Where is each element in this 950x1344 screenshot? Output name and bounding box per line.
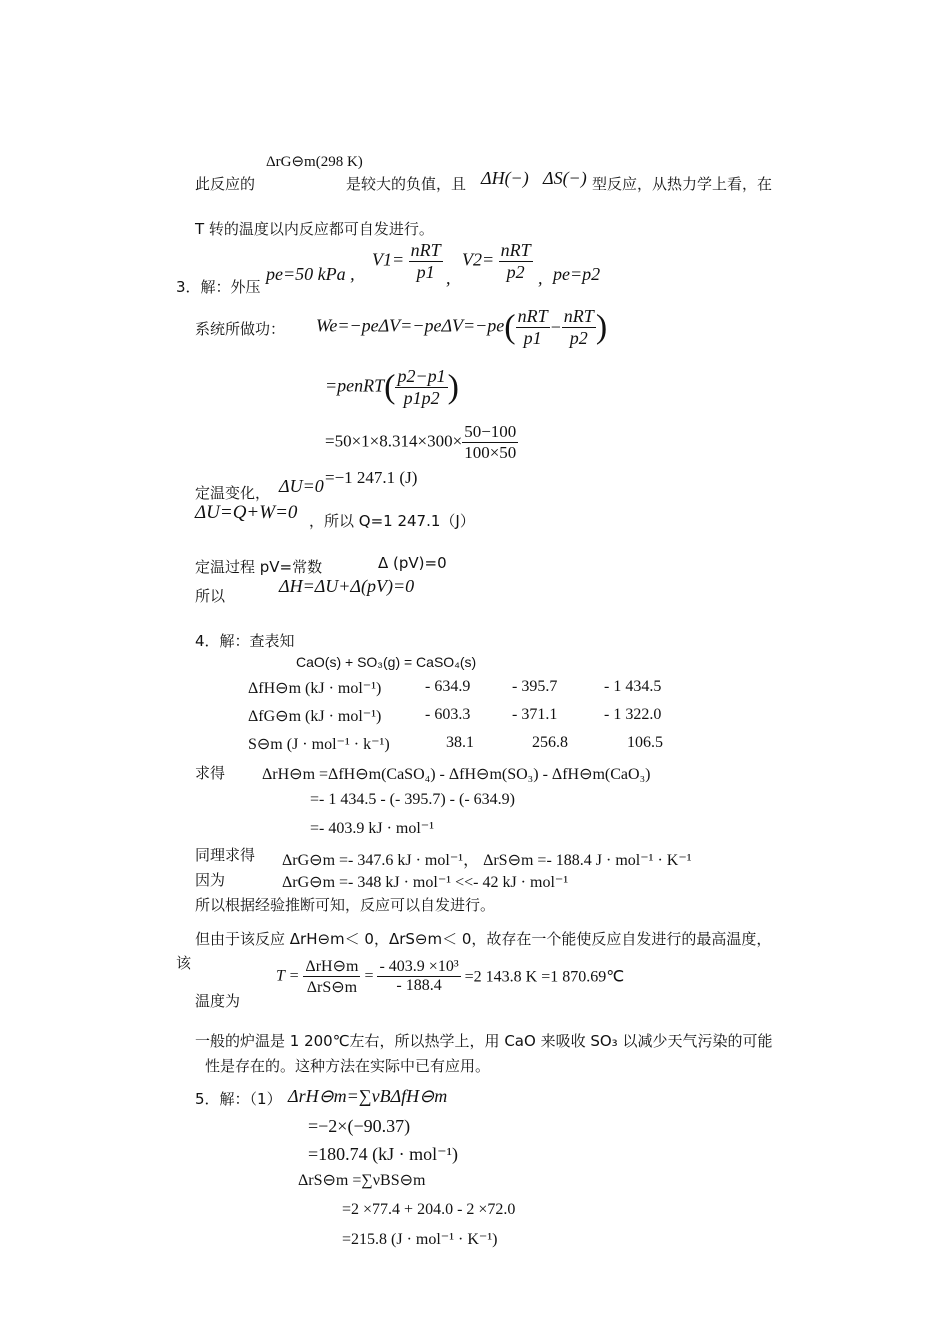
q5-line-4: ΔrS⊖m =∑νBS⊖m xyxy=(298,1172,426,1189)
iso-label: 定温变化， xyxy=(195,484,271,502)
q4-label: 4．解：查表知 xyxy=(195,632,295,650)
table-cell: - 603.3 xyxy=(425,706,471,723)
work-step2: =penRT( $\frac{p2-p1}{p1p2}$ ) xyxy=(325,366,459,408)
table-cell: 106.5 xyxy=(627,734,663,751)
v2-num: nRT xyxy=(500,240,531,260)
same-label: 同理求得 xyxy=(195,846,256,864)
work-eq: We=−peΔV=−peΔV=−pe( $\frac{\text{nRT}}{p1}$ − $\frac{\text{nRT}}{p2}$ ) xyxy=(316,306,608,348)
but-line-2: 该 xyxy=(176,954,192,972)
q5-line-1: ΔrH⊖m=∑νBΔfH⊖m xyxy=(288,1086,448,1106)
q3-v2 xyxy=(462,240,533,283)
v1-den: p1 xyxy=(416,262,435,282)
work-frac1-num: nRT xyxy=(517,306,548,326)
note-line-1: 一般的炉温是 1 200℃左右，所以热学上，用 CaO 来吸收 SO₃ 以减少天气污染的可能 xyxy=(195,1032,773,1050)
work-frac2-den: p2 xyxy=(569,328,588,348)
step3-den: 100×50 xyxy=(464,443,517,462)
table-cell: - 634.9 xyxy=(425,678,471,695)
du-eq: ΔU=Q+W=0 xyxy=(195,502,298,523)
so-label: 所以 xyxy=(195,587,226,605)
step2-den: p1p2 xyxy=(403,388,440,408)
work-step3 xyxy=(325,422,518,463)
calc-line-1: ΔrH⊖m =ΔfH⊖m(CaSO₄) - ΔfH⊖m(SO₃) - ΔfH⊖m(CaO₃) xyxy=(262,766,651,783)
t-den2: - 188.4 xyxy=(396,977,442,994)
table-row-label: ΔfH⊖m (kJ · mol⁻¹) xyxy=(248,680,382,697)
work-eq-lhs: We=−peΔV=−peΔV=−pe xyxy=(316,315,505,336)
step2-lhs: =penRT xyxy=(325,375,385,396)
v2-lhs: V2= xyxy=(462,249,495,270)
note-line-2: 性是存在的。这种方法在实际中已有应用。 xyxy=(205,1057,491,1075)
q3-pe-eq: pe=p2 xyxy=(553,264,601,284)
line1-suffix: 型反应，从热力学上看，在 xyxy=(592,175,773,193)
q5-line-6: =215.8 (J · mol⁻¹ · K⁻¹) xyxy=(342,1231,498,1248)
t-frac2 xyxy=(377,958,460,995)
table-row-label: S⊖m (J · mol⁻¹ · k⁻¹) xyxy=(248,736,390,753)
comma-1: , xyxy=(446,268,451,288)
so-q: ，所以 Q=1 247.1（J） xyxy=(309,512,475,530)
t-frac1 xyxy=(303,956,360,997)
line1-mid: 是较大的负值，且 xyxy=(346,175,467,193)
because-label: 因为 xyxy=(195,871,226,889)
step3-num: 50−100 xyxy=(464,422,517,441)
work-frac2 xyxy=(562,306,596,349)
q3-label: 3．解：外压 xyxy=(176,278,261,296)
step3-lhs: =50×1×8.314×300× xyxy=(325,431,463,451)
calc-line-2: =- 1 434.5 - (- 395.7) - (- 634.9) xyxy=(310,791,515,808)
q5-label: 5．解：（1） xyxy=(195,1090,282,1108)
temp-eq: T = $\frac{\text{ΔrH⊖m}}{\text{ΔrS⊖m}}$ = $\frac{\text{- 403.9 ×10³}}{- 188.4}$ =2 143.8 K =1 870.69℃ xyxy=(276,958,625,996)
work-frac1 xyxy=(516,306,550,349)
pv-label: 定温过程 pV=常数 xyxy=(195,558,323,576)
seek-label: 求得 xyxy=(195,764,226,782)
comma-2: , xyxy=(538,268,543,288)
same-eq: ΔrG⊖m =- 347.6 kJ · mol⁻¹， ΔrS⊖m =- 188.4 J · mol⁻¹ · K⁻¹ xyxy=(282,852,692,869)
t-lhs: T = xyxy=(276,967,300,985)
v1-frac xyxy=(409,240,443,283)
temp-label: 温度为 xyxy=(195,992,241,1010)
line2-text: T 转的温度以内反应都可自发进行。 xyxy=(195,220,434,238)
t-result: =2 143.8 K =1 870.69℃ xyxy=(464,968,625,986)
t-den1: ΔrS⊖m xyxy=(306,979,358,996)
table-cell: 38.1 xyxy=(446,734,474,751)
but-line: 但由于该反应 ΔrH⊖m＜ 0，ΔrS⊖m＜ 0，故存在一个能使反应自发进行的最高温度， xyxy=(195,930,772,948)
reaction: CaO(s) + SO₃(g) = CaSO₄(s) xyxy=(296,654,477,670)
step3-frac xyxy=(462,422,518,463)
q3-v1 xyxy=(372,240,443,283)
work-frac1-den: p1 xyxy=(523,328,542,348)
q5-line-5: =2 ×77.4 + 204.0 - 2 ×72.0 xyxy=(342,1201,516,1218)
dpv: Δ (pV)=0 xyxy=(378,554,447,572)
table-cell: - 1 434.5 xyxy=(604,678,662,695)
conclusion: 所以根据经验推断可知，反应可以自发进行。 xyxy=(195,896,496,914)
table-cell: 256.8 xyxy=(532,734,568,751)
work-frac2-num: nRT xyxy=(563,306,594,326)
t-num1: ΔrH⊖m xyxy=(305,958,359,975)
v2-den: p2 xyxy=(506,262,525,282)
q3-pe: pe=50 kPa , xyxy=(266,264,355,284)
because-eq: ΔrG⊖m =- 348 kJ · mol⁻¹ <<- 42 kJ · mol⁻¹ xyxy=(282,874,569,891)
work-label: 系统所做功： xyxy=(195,320,286,338)
step2-num: p2−p1 xyxy=(397,366,446,386)
gibbs-formula: ΔrG⊖m(298 K) xyxy=(266,154,363,170)
v2-frac xyxy=(499,240,533,283)
q5-line-3: =180.74 (kJ · mol⁻¹) xyxy=(308,1144,459,1164)
table-row-label: ΔfG⊖m (kJ · mol⁻¹) xyxy=(248,708,382,725)
table-cell: - 1 322.0 xyxy=(604,706,662,723)
table-cell: - 395.7 xyxy=(512,678,558,695)
line1-prefix: 此反应的 xyxy=(195,175,256,193)
table-cell: - 371.1 xyxy=(512,706,558,723)
calc-line-3: =- 403.9 kJ · mol⁻¹ xyxy=(310,820,435,837)
step2-frac xyxy=(395,366,447,409)
dh-sign: ΔH(−) xyxy=(481,168,529,188)
v1-lhs: V1= xyxy=(372,249,405,270)
v1-num: nRT xyxy=(410,240,441,260)
work-step4: =−1 247.1 (J) xyxy=(325,468,418,487)
ds-sign: ΔS(−) xyxy=(543,168,587,188)
du-zero: ΔU=0 xyxy=(279,476,324,496)
dh-eq: ΔH=ΔU+Δ(pV)=0 xyxy=(279,576,415,596)
q5-line-2: =−2×(−90.37) xyxy=(308,1116,411,1136)
t-num2: - 403.9 ×10³ xyxy=(379,958,459,975)
